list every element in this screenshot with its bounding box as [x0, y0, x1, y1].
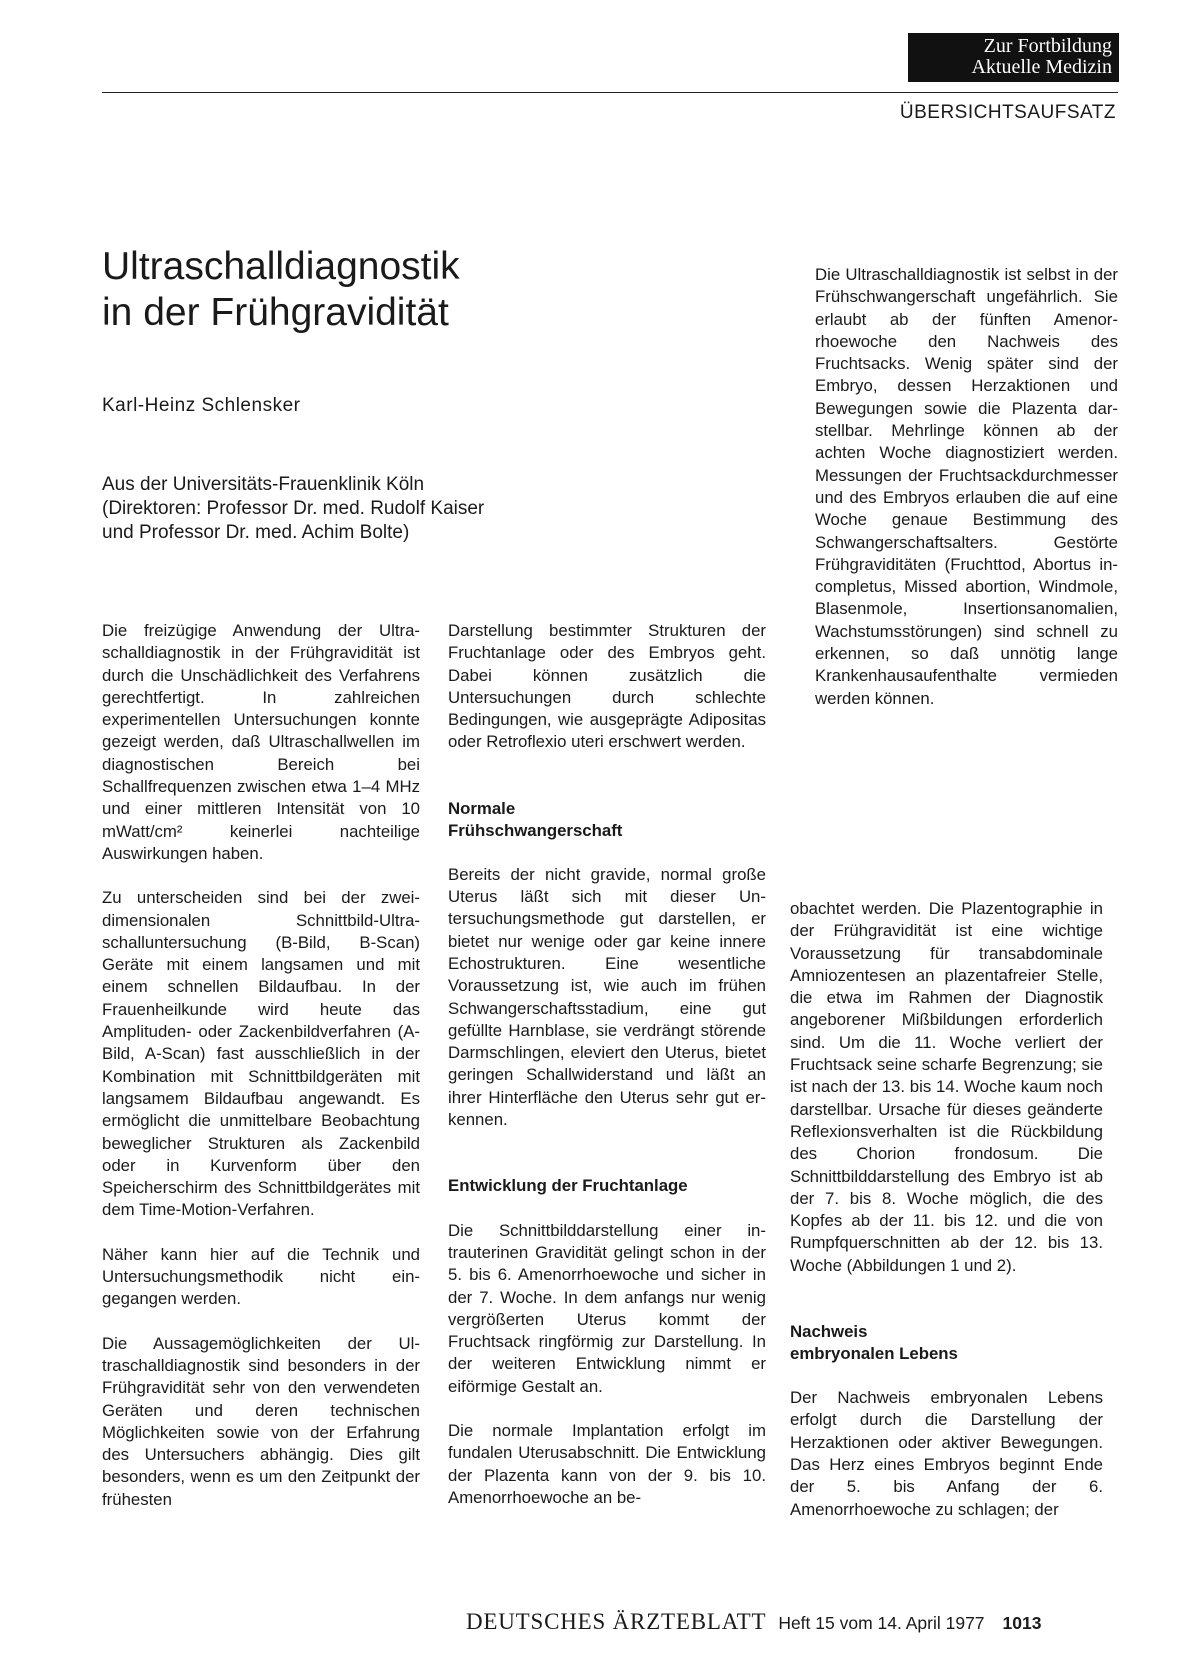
title-line-2: in der Frühgravidität [102, 291, 449, 334]
text-column-2 [448, 620, 766, 1531]
column-3-paragraph-2: Der Nachweis embryonalen Lebens erfolgt durch die Darstellung der Herzaktionen oder aktiver Bewegungen. Das Herz eines Embryos beginnt Ende der 5. bis Anfang der 6. Amenorrhoewoche zu schlagen; der [790, 1388, 1103, 1519]
affiliation-line-1: Aus der Universitäts-Frauenklinik Köln [102, 474, 425, 495]
column-2-paragraph-4: Die normale Implantation erfolgt im fundalen Uterusabschnitt. Die Entwicklung der Plazenta kann von der 9. bis 10. Amenorrhoewoche an be- [448, 1421, 766, 1507]
affiliation-line-2: (Direktoren: Professor Dr. med. Rudolf Kaiser [102, 498, 485, 519]
column-3-paragraph-1: obachtet werden. Die Plazentographie in der Frühgravidität ist eine wichtige Voraussetzung für transabdominale Amniozentesen an plazentafreier Stelle, die etwa im Rahmen der Diagnostik angeborener Mißbildungen erforderlich sind. Um die 11. Woche verliert der Fruchtsack seine scharfe Begrenzung; sie ist nach der 13. bis 14. Woche kaum noch darstellbar. Ursache für dieses geänderte Reflexionsverhalten ist die Rückbildung des Chorion frondosum. Die Schnittbilddarstellung des Embryo ist ab der 7. bis 8. Woche möglich, die des Kopfes ab der 11. bis 12. und die von Rumpfquerschnitten ab der 12. bis 13. Woche (Abbildungen 1 und 2). [790, 899, 1103, 1275]
page-number: 1013 [1002, 1613, 1042, 1633]
page-footer [466, 1609, 1041, 1635]
title-line-1: Ultraschalldiagnostik [102, 245, 460, 288]
author-name: Karl-Heinz Schlensker [102, 395, 301, 416]
column-2-paragraph-2: Bereits der nicht gravide, normal große Uterus läßt sich mit dieser Untersuchungsmethode gut darstellen, er bietet nur wenige oder gar keine innere Echostrukturen. Eine wesentliche Voraussetzung ist, wie auch im frühen Schwangerschaftsstadium, eine gut gefüllte Harnblase, sie verdrängt störende Darmschlingen, eleviert den Uterus, bietet geringen Schallwiderstand und läßt an ihrer Hinterfläche den Uterus sehr gut erkennen. [448, 864, 766, 1130]
column-1-paragraph-1: Die freizügige Anwendung der Ultraschalldiagnostik in der Frühgravidität ist durch die Unschädlichkeit des Verfahrens gerechtfertigt. In zahlreichen experimentellen Untersuchungen konnte gezeigt werden, daß Ultraschallwellen im diagnostischen Bereich bei Schallfrequenzen zwischen etwa 1–4 MHz und einer mittleren Intensität von 10 mWatt/cm² keinerlei nachteilige Auswirkungen haben. [102, 621, 420, 863]
heading-normale-fruehschwangerschaft [448, 798, 766, 842]
article-title [102, 244, 702, 336]
journal-name: DEUTSCHES ÄRZTEBLATT [466, 1609, 767, 1634]
heading-line-1: Nachweis [790, 1322, 868, 1342]
heading-entwicklung-fruchtanlage: Entwicklung der Fruchtanlage [448, 1176, 688, 1196]
heading-line-1: Normale [448, 798, 516, 818]
column-2-paragraph-3: Die Schnittbilddarstellung einer intrauterinen Gravidität gelingt schon in der 5. bis 6. Amenorrhoewoche und sicher in der 7. Woche. In dem anfangs nur wenig vergrößerten Uterus kommt der Fruchtsack ringförmig zur Darstellung. In der weiteren Entwicklung nimmt er eiförmige Gestalt an. [448, 1220, 766, 1396]
heading-nachweis-embryonalen-lebens [790, 1321, 1103, 1365]
spacer [448, 1153, 766, 1175]
affiliation-line-3: und Professor Dr. med. Achim Bolte) [102, 522, 410, 543]
heading-line-2: embryonalen Lebens [790, 1344, 958, 1364]
text-column-1 [102, 620, 420, 1533]
affiliation [102, 473, 662, 545]
summary-column [815, 264, 1118, 732]
summary-paragraph: Die Ultraschalldiagnostik ist selbst in der Frühschwangerschaft ungefährlich. Sie erlaubt ab der fünften Amenorrhoewoche den Nachweis des Fruchtsacks. Wenig später sind der Embryo, dessen Herzaktionen und Bewegungen sowie die Plazenta darstellbar. Mehrlinge können ab der achten Woche diagnostiziert werden. Messungen der Fruchtsackdurchmesser und des Embryos erlauben die auf eine Woche genaue Bestimmung des Schwangerschaftsalters. Gestörte Frühgraviditäten (Fruchttod, Abortus incompletus, Missed abortion, Windmole, Blasenmole, Insertionsanomalien, Wachstumsstörungen) sind schnell zu erkennen, so daß unnötig lange Krankenhausaufenthalte vermieden werden können. [815, 265, 1118, 708]
spacer [790, 1299, 1103, 1321]
column-1-paragraph-2: Zu unterscheiden sind bei der zweidimensionalen Schnittbild-Ultraschalluntersuchung (B-Bild, B-Scan) Geräte mit einem langsamen und mit einem schnellen Bildaufbau. In der Frauenheilkunde wird heute das Amplituden- oder Zackenbildverfahren (A-Bild, A-Scan) fast ausschließlich in der Kombination mit Schnittbildgeräten mit langsamem Bildaufbau angewandt. Es ermöglicht die unmittelbare Beobachtung beweglicher Strukturen als Zackenbild oder in Kurvenform über den Speicherschirm des Schnittbildgerätes mit dem Time-Motion-Verfahren. [102, 888, 420, 1220]
badge-line-1: Zur Fortbildung [983, 35, 1112, 57]
header-rule [102, 92, 1118, 93]
section-label: ÜBERSICHTSAUFSATZ [899, 102, 1116, 123]
issue-info: Heft 15 vom 14. April 1977 [778, 1613, 985, 1633]
badge-line-2: Aktuelle Medizin [971, 56, 1112, 78]
column-1-paragraph-4: Die Aussagemöglichkeiten der Ultraschalldiagnostik sind besonders in der Frühgravidität sehr von den verwendeten Geräten und deren technischen Möglichkeiten sowie von der Erfahrung des Untersuchers abhängig. Dies gilt besonders, wenn es um den Zeitpunkt der frühesten [102, 1333, 420, 1509]
heading-line-2: Frühschwangerschaft [448, 820, 623, 840]
spacer [448, 776, 766, 798]
column-1-paragraph-3: Näher kann hier auf die Technik und Untersuchungsmethodik nicht eingegangen werden. [102, 1244, 420, 1309]
category-badge [908, 33, 1119, 82]
column-2-paragraph-1: Darstellung bestimmter Strukturen der Fruchtanlage oder des Embryos geht. Dabei können zusätzlich die Untersuchungen durch schlechte Bedingungen, wie ausgeprägte Adipositas oder Retroflexio uteri erschwert werden. [448, 621, 766, 752]
text-column-3 [790, 898, 1103, 1543]
